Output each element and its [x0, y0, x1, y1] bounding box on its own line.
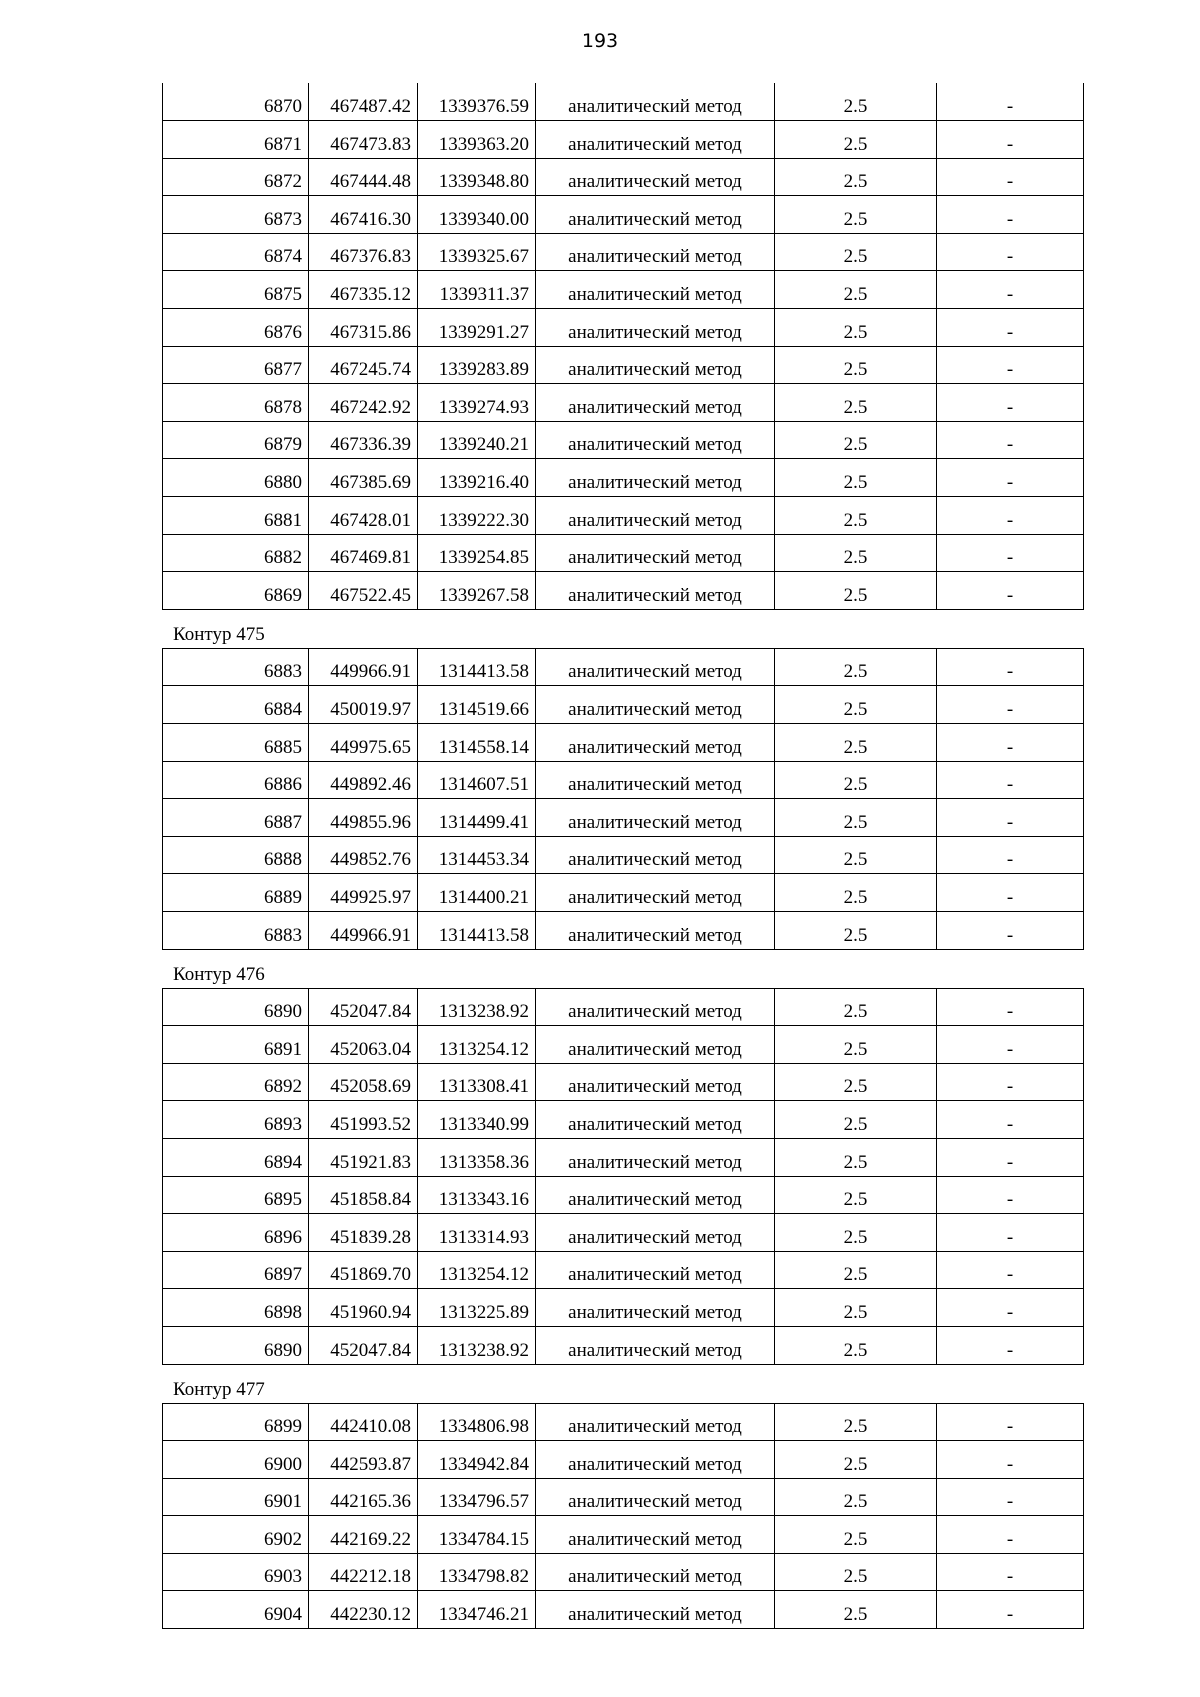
- point-number-cell: 6878: [163, 384, 309, 422]
- description-cell: -: [937, 1214, 1084, 1252]
- table-row: [163, 121, 1084, 159]
- x-coordinate-cell: 451960.94: [309, 1289, 418, 1327]
- point-number-cell: 6876: [163, 309, 309, 347]
- point-number-cell: 6879: [163, 421, 309, 459]
- table-row: [163, 196, 1084, 234]
- table-row: [163, 724, 1084, 762]
- accuracy-cell: 2.5: [775, 121, 937, 159]
- x-coordinate-cell: 467242.92: [309, 384, 418, 422]
- method-cell: аналитический метод: [536, 1403, 775, 1441]
- table-row: [163, 233, 1084, 271]
- y-coordinate-cell: 1339311.37: [418, 271, 536, 309]
- x-coordinate-cell: 442230.12: [309, 1591, 418, 1629]
- point-number-cell: 6897: [163, 1251, 309, 1289]
- description-cell: -: [937, 761, 1084, 799]
- table-row: [163, 799, 1084, 837]
- method-cell: аналитический метод: [536, 233, 775, 271]
- accuracy-cell: 2.5: [775, 1214, 937, 1252]
- x-coordinate-cell: 449892.46: [309, 761, 418, 799]
- point-number-cell: 6883: [163, 911, 309, 949]
- y-coordinate-cell: 1339267.58: [418, 572, 536, 610]
- coordinates-table: [162, 988, 1084, 1365]
- accuracy-cell: 2.5: [775, 799, 937, 837]
- point-number-cell: 6888: [163, 836, 309, 874]
- contour-label: Контур 477: [173, 1378, 265, 1400]
- x-coordinate-cell: 442410.08: [309, 1403, 418, 1441]
- y-coordinate-cell: 1313358.36: [418, 1138, 536, 1176]
- table-row: [163, 1289, 1084, 1327]
- x-coordinate-cell: 449966.91: [309, 911, 418, 949]
- x-coordinate-cell: 451839.28: [309, 1214, 418, 1252]
- x-coordinate-cell: 467416.30: [309, 196, 418, 234]
- y-coordinate-cell: 1334746.21: [418, 1591, 536, 1629]
- table-row: [163, 459, 1084, 497]
- x-coordinate-cell: 467335.12: [309, 271, 418, 309]
- method-cell: аналитический метод: [536, 1251, 775, 1289]
- point-number-cell: 6889: [163, 874, 309, 912]
- description-cell: -: [937, 988, 1084, 1026]
- description-cell: -: [937, 799, 1084, 837]
- x-coordinate-cell: 449975.65: [309, 724, 418, 762]
- method-cell: аналитический метод: [536, 1176, 775, 1214]
- method-cell: аналитический метод: [536, 799, 775, 837]
- table-row: [163, 1516, 1084, 1554]
- accuracy-cell: 2.5: [775, 836, 937, 874]
- point-number-cell: 6883: [163, 648, 309, 686]
- description-cell: -: [937, 497, 1084, 535]
- table-row: [163, 1478, 1084, 1516]
- x-coordinate-cell: 449925.97: [309, 874, 418, 912]
- table-row: [163, 1138, 1084, 1176]
- y-coordinate-cell: 1314413.58: [418, 648, 536, 686]
- method-cell: аналитический метод: [536, 1214, 775, 1252]
- description-cell: -: [937, 421, 1084, 459]
- description-cell: -: [937, 1403, 1084, 1441]
- y-coordinate-cell: 1339240.21: [418, 421, 536, 459]
- accuracy-cell: 2.5: [775, 572, 937, 610]
- contour-label: Контур 476: [173, 963, 265, 985]
- y-coordinate-cell: 1314558.14: [418, 724, 536, 762]
- x-coordinate-cell: 467469.81: [309, 534, 418, 572]
- x-coordinate-cell: 442165.36: [309, 1478, 418, 1516]
- y-coordinate-cell: 1339216.40: [418, 459, 536, 497]
- accuracy-cell: 2.5: [775, 534, 937, 572]
- x-coordinate-cell: 467487.42: [309, 83, 418, 121]
- accuracy-cell: 2.5: [775, 874, 937, 912]
- method-cell: аналитический метод: [536, 346, 775, 384]
- table-row: [163, 1214, 1084, 1252]
- y-coordinate-cell: 1313314.93: [418, 1214, 536, 1252]
- table-row: [163, 1441, 1084, 1479]
- point-number-cell: 6886: [163, 761, 309, 799]
- contour-label: Контур 475: [173, 623, 265, 645]
- point-number-cell: 6880: [163, 459, 309, 497]
- point-number-cell: 6885: [163, 724, 309, 762]
- description-cell: -: [937, 1516, 1084, 1554]
- method-cell: аналитический метод: [536, 1101, 775, 1139]
- description-cell: -: [937, 1251, 1084, 1289]
- y-coordinate-cell: 1339376.59: [418, 83, 536, 121]
- y-coordinate-cell: 1313254.12: [418, 1251, 536, 1289]
- description-cell: -: [937, 196, 1084, 234]
- method-cell: аналитический метод: [536, 874, 775, 912]
- table-row: [163, 1326, 1084, 1364]
- method-cell: аналитический метод: [536, 988, 775, 1026]
- point-number-cell: 6882: [163, 534, 309, 572]
- x-coordinate-cell: 442212.18: [309, 1553, 418, 1591]
- table-row: [163, 572, 1084, 610]
- x-coordinate-cell: 467336.39: [309, 421, 418, 459]
- x-coordinate-cell: 467522.45: [309, 572, 418, 610]
- table-row: [163, 761, 1084, 799]
- method-cell: аналитический метод: [536, 421, 775, 459]
- description-cell: -: [937, 1289, 1084, 1327]
- description-cell: -: [937, 686, 1084, 724]
- table-row: [163, 1251, 1084, 1289]
- method-cell: аналитический метод: [536, 836, 775, 874]
- description-cell: -: [937, 384, 1084, 422]
- method-cell: аналитический метод: [536, 196, 775, 234]
- point-number-cell: 6894: [163, 1138, 309, 1176]
- table-row: [163, 836, 1084, 874]
- y-coordinate-cell: 1334942.84: [418, 1441, 536, 1479]
- point-number-cell: 6871: [163, 121, 309, 159]
- method-cell: аналитический метод: [536, 83, 775, 121]
- x-coordinate-cell: 467473.83: [309, 121, 418, 159]
- method-cell: аналитический метод: [536, 648, 775, 686]
- page-number: 193: [581, 30, 619, 52]
- x-coordinate-cell: 451869.70: [309, 1251, 418, 1289]
- description-cell: -: [937, 158, 1084, 196]
- x-coordinate-cell: 467385.69: [309, 459, 418, 497]
- y-coordinate-cell: 1339222.30: [418, 497, 536, 535]
- table-row: [163, 1026, 1084, 1064]
- accuracy-cell: 2.5: [775, 761, 937, 799]
- point-number-cell: 6890: [163, 988, 309, 1026]
- y-coordinate-cell: 1339254.85: [418, 534, 536, 572]
- y-coordinate-cell: 1339325.67: [418, 233, 536, 271]
- y-coordinate-cell: 1313238.92: [418, 988, 536, 1026]
- point-number-cell: 6873: [163, 196, 309, 234]
- coordinates-table: [162, 1403, 1084, 1630]
- accuracy-cell: 2.5: [775, 1176, 937, 1214]
- accuracy-cell: 2.5: [775, 1478, 937, 1516]
- x-coordinate-cell: 452047.84: [309, 988, 418, 1026]
- method-cell: аналитический метод: [536, 1026, 775, 1064]
- point-number-cell: 6902: [163, 1516, 309, 1554]
- point-number-cell: 6891: [163, 1026, 309, 1064]
- table-row: [163, 271, 1084, 309]
- table-row: [163, 911, 1084, 949]
- table-row: [163, 83, 1084, 121]
- method-cell: аналитический метод: [536, 911, 775, 949]
- accuracy-cell: 2.5: [775, 1289, 937, 1327]
- x-coordinate-cell: 449966.91: [309, 648, 418, 686]
- point-number-cell: 6872: [163, 158, 309, 196]
- description-cell: -: [937, 1478, 1084, 1516]
- x-coordinate-cell: 467428.01: [309, 497, 418, 535]
- x-coordinate-cell: 451921.83: [309, 1138, 418, 1176]
- table-row: [163, 874, 1084, 912]
- point-number-cell: 6893: [163, 1101, 309, 1139]
- description-cell: -: [937, 83, 1084, 121]
- description-cell: -: [937, 1063, 1084, 1101]
- y-coordinate-cell: 1313308.41: [418, 1063, 536, 1101]
- point-number-cell: 6877: [163, 346, 309, 384]
- description-cell: -: [937, 1441, 1084, 1479]
- method-cell: аналитический метод: [536, 761, 775, 799]
- y-coordinate-cell: 1314400.21: [418, 874, 536, 912]
- y-coordinate-cell: 1339340.00: [418, 196, 536, 234]
- table-row: [163, 686, 1084, 724]
- method-cell: аналитический метод: [536, 1441, 775, 1479]
- description-cell: -: [937, 836, 1084, 874]
- accuracy-cell: 2.5: [775, 1138, 937, 1176]
- description-cell: -: [937, 1101, 1084, 1139]
- accuracy-cell: 2.5: [775, 648, 937, 686]
- table-row: [163, 1063, 1084, 1101]
- x-coordinate-cell: 451993.52: [309, 1101, 418, 1139]
- description-cell: -: [937, 1138, 1084, 1176]
- accuracy-cell: 2.5: [775, 1441, 937, 1479]
- description-cell: -: [937, 572, 1084, 610]
- description-cell: -: [937, 874, 1084, 912]
- accuracy-cell: 2.5: [775, 1403, 937, 1441]
- y-coordinate-cell: 1339291.27: [418, 309, 536, 347]
- x-coordinate-cell: 452047.84: [309, 1326, 418, 1364]
- description-cell: -: [937, 1176, 1084, 1214]
- y-coordinate-cell: 1313225.89: [418, 1289, 536, 1327]
- accuracy-cell: 2.5: [775, 233, 937, 271]
- table-row: [163, 1403, 1084, 1441]
- x-coordinate-cell: 467315.86: [309, 309, 418, 347]
- accuracy-cell: 2.5: [775, 497, 937, 535]
- accuracy-cell: 2.5: [775, 1516, 937, 1554]
- coordinates-document: [162, 83, 1083, 1629]
- point-number-cell: 6904: [163, 1591, 309, 1629]
- description-cell: -: [937, 121, 1084, 159]
- accuracy-cell: 2.5: [775, 1026, 937, 1064]
- method-cell: аналитический метод: [536, 309, 775, 347]
- point-number-cell: 6903: [163, 1553, 309, 1591]
- y-coordinate-cell: 1314607.51: [418, 761, 536, 799]
- point-number-cell: 6875: [163, 271, 309, 309]
- accuracy-cell: 2.5: [775, 384, 937, 422]
- description-cell: -: [937, 1026, 1084, 1064]
- method-cell: аналитический метод: [536, 121, 775, 159]
- table-row: [163, 534, 1084, 572]
- y-coordinate-cell: 1334798.82: [418, 1553, 536, 1591]
- description-cell: -: [937, 233, 1084, 271]
- point-number-cell: 6899: [163, 1403, 309, 1441]
- point-number-cell: 6892: [163, 1063, 309, 1101]
- method-cell: аналитический метод: [536, 724, 775, 762]
- description-cell: -: [937, 271, 1084, 309]
- x-coordinate-cell: 452058.69: [309, 1063, 418, 1101]
- y-coordinate-cell: 1314453.34: [418, 836, 536, 874]
- accuracy-cell: 2.5: [775, 421, 937, 459]
- x-coordinate-cell: 452063.04: [309, 1026, 418, 1064]
- point-number-cell: 6884: [163, 686, 309, 724]
- table-row: [163, 497, 1084, 535]
- point-number-cell: 6869: [163, 572, 309, 610]
- method-cell: аналитический метод: [536, 459, 775, 497]
- coordinates-table: [162, 648, 1084, 950]
- table-row: [163, 309, 1084, 347]
- y-coordinate-cell: 1339283.89: [418, 346, 536, 384]
- accuracy-cell: 2.5: [775, 911, 937, 949]
- description-cell: -: [937, 1553, 1084, 1591]
- method-cell: аналитический метод: [536, 158, 775, 196]
- y-coordinate-cell: 1334796.57: [418, 1478, 536, 1516]
- coordinates-table: [162, 83, 1084, 610]
- description-cell: -: [937, 459, 1084, 497]
- method-cell: аналитический метод: [536, 1326, 775, 1364]
- accuracy-cell: 2.5: [775, 686, 937, 724]
- description-cell: -: [937, 1326, 1084, 1364]
- accuracy-cell: 2.5: [775, 459, 937, 497]
- accuracy-cell: 2.5: [775, 1591, 937, 1629]
- y-coordinate-cell: 1334806.98: [418, 1403, 536, 1441]
- method-cell: аналитический метод: [536, 534, 775, 572]
- accuracy-cell: 2.5: [775, 1063, 937, 1101]
- x-coordinate-cell: 442169.22: [309, 1516, 418, 1554]
- accuracy-cell: 2.5: [775, 346, 937, 384]
- method-cell: аналитический метод: [536, 1516, 775, 1554]
- point-number-cell: 6890: [163, 1326, 309, 1364]
- x-coordinate-cell: 467444.48: [309, 158, 418, 196]
- y-coordinate-cell: 1339363.20: [418, 121, 536, 159]
- point-number-cell: 6870: [163, 83, 309, 121]
- table-row: [163, 988, 1084, 1026]
- accuracy-cell: 2.5: [775, 988, 937, 1026]
- description-cell: -: [937, 534, 1084, 572]
- method-cell: аналитический метод: [536, 1063, 775, 1101]
- description-cell: -: [937, 911, 1084, 949]
- table-row: [163, 648, 1084, 686]
- accuracy-cell: 2.5: [775, 1553, 937, 1591]
- y-coordinate-cell: 1314499.41: [418, 799, 536, 837]
- point-number-cell: 6881: [163, 497, 309, 535]
- point-number-cell: 6895: [163, 1176, 309, 1214]
- y-coordinate-cell: 1313343.16: [418, 1176, 536, 1214]
- y-coordinate-cell: 1313238.92: [418, 1326, 536, 1364]
- accuracy-cell: 2.5: [775, 271, 937, 309]
- method-cell: аналитический метод: [536, 1478, 775, 1516]
- x-coordinate-cell: 451858.84: [309, 1176, 418, 1214]
- method-cell: аналитический метод: [536, 686, 775, 724]
- accuracy-cell: 2.5: [775, 1326, 937, 1364]
- method-cell: аналитический метод: [536, 1553, 775, 1591]
- description-cell: -: [937, 346, 1084, 384]
- method-cell: аналитический метод: [536, 497, 775, 535]
- description-cell: -: [937, 309, 1084, 347]
- y-coordinate-cell: 1313340.99: [418, 1101, 536, 1139]
- method-cell: аналитический метод: [536, 1138, 775, 1176]
- table-row: [163, 346, 1084, 384]
- x-coordinate-cell: 467376.83: [309, 233, 418, 271]
- y-coordinate-cell: 1339348.80: [418, 158, 536, 196]
- table-row: [163, 158, 1084, 196]
- table-row: [163, 1101, 1084, 1139]
- method-cell: аналитический метод: [536, 384, 775, 422]
- description-cell: -: [937, 648, 1084, 686]
- table-row: [163, 1553, 1084, 1591]
- accuracy-cell: 2.5: [775, 158, 937, 196]
- point-number-cell: 6887: [163, 799, 309, 837]
- accuracy-cell: 2.5: [775, 309, 937, 347]
- accuracy-cell: 2.5: [775, 1101, 937, 1139]
- y-coordinate-cell: 1339274.93: [418, 384, 536, 422]
- description-cell: -: [937, 724, 1084, 762]
- table-row: [163, 1591, 1084, 1629]
- point-number-cell: 6896: [163, 1214, 309, 1252]
- point-number-cell: 6874: [163, 233, 309, 271]
- x-coordinate-cell: 450019.97: [309, 686, 418, 724]
- x-coordinate-cell: 442593.87: [309, 1441, 418, 1479]
- y-coordinate-cell: 1313254.12: [418, 1026, 536, 1064]
- table-row: [163, 1176, 1084, 1214]
- y-coordinate-cell: 1314413.58: [418, 911, 536, 949]
- method-cell: аналитический метод: [536, 271, 775, 309]
- accuracy-cell: 2.5: [775, 1251, 937, 1289]
- accuracy-cell: 2.5: [775, 724, 937, 762]
- x-coordinate-cell: 467245.74: [309, 346, 418, 384]
- y-coordinate-cell: 1314519.66: [418, 686, 536, 724]
- accuracy-cell: 2.5: [775, 196, 937, 234]
- table-row: [163, 384, 1084, 422]
- point-number-cell: 6900: [163, 1441, 309, 1479]
- accuracy-cell: 2.5: [775, 83, 937, 121]
- table-row: [163, 421, 1084, 459]
- description-cell: -: [937, 1591, 1084, 1629]
- x-coordinate-cell: 449852.76: [309, 836, 418, 874]
- method-cell: аналитический метод: [536, 1289, 775, 1327]
- point-number-cell: 6901: [163, 1478, 309, 1516]
- point-number-cell: 6898: [163, 1289, 309, 1327]
- method-cell: аналитический метод: [536, 572, 775, 610]
- x-coordinate-cell: 449855.96: [309, 799, 418, 837]
- method-cell: аналитический метод: [536, 1591, 775, 1629]
- y-coordinate-cell: 1334784.15: [418, 1516, 536, 1554]
